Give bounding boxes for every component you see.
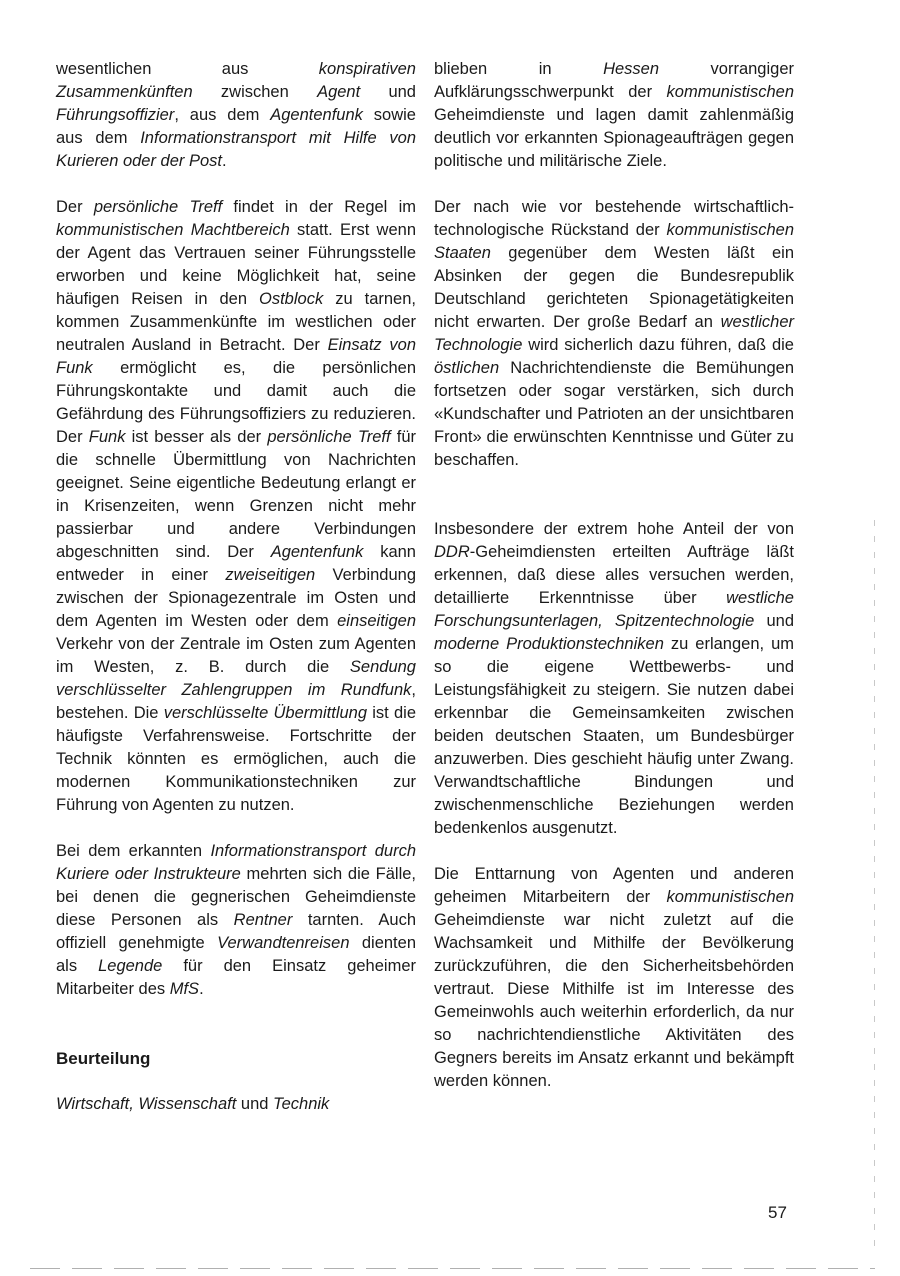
italic-text-run: persönliche Treff bbox=[267, 428, 391, 446]
text-run: zu erlangen, um so die eigene Wettbewerbs- und Leistungsfähigkeit zu steigern. Sie nutzen dabei erkennbar die Gemeinsamkeiten zwischen beiden deutschen Staaten, um Bundesbürger anzuwerben. Dies geschieht häufig unter Zwang. Verwandtschaftliche Bindungen und zwischenmenschliche Beziehungen werden bedenkenlos ausgenutzt. bbox=[434, 635, 794, 837]
italic-text-run: persönliche Treff bbox=[93, 198, 223, 216]
text-run: . bbox=[222, 152, 227, 170]
text-run: für den Einsatz geheimer Mitarbeiter des bbox=[56, 957, 416, 998]
text-run: und bbox=[236, 1095, 274, 1113]
italic-text-run: kommunistischen bbox=[666, 888, 794, 906]
text-run: Der bbox=[56, 198, 94, 216]
text-run: Die Enttarnung von Agenten und anderen geheimen Mitarbeitern der bbox=[434, 865, 794, 906]
text-run: Bei dem erkannten bbox=[56, 842, 211, 860]
text-run: zwischen bbox=[192, 83, 318, 101]
italic-text-run: Einsatz von Funk bbox=[56, 336, 417, 377]
paragraph-right-2 bbox=[434, 196, 794, 472]
text-run: ermöglicht es, die persönlichen Führungskontakte und damit auch die Gefährdung des Führungsoffiziers zu reduzieren. Der bbox=[56, 359, 416, 446]
text-run: Geheimdienste und lagen damit zahlenmäßig deutlich vor erkannten Spionageaufträgen gegen politische und militärische Ziele. bbox=[434, 106, 794, 170]
italic-text-run: Agentenfunk bbox=[270, 106, 363, 124]
italic-text-run: kommunistischen Machtbereich bbox=[56, 221, 290, 239]
text-run: dienten als bbox=[56, 934, 416, 975]
italic-text-run: Hessen bbox=[603, 60, 660, 78]
right-column bbox=[434, 58, 794, 1093]
text-run: für die schnelle Übermittlung von Nachrichten geeignet. Seine eigentliche Bedeutung erlangt er in Krisenzeiten, wenn Grenzen nicht mehr passierbar und andere Verbindungen abgeschnitten sind. Der bbox=[56, 428, 417, 561]
text-run: Insbesondere der extrem hohe Anteil der von bbox=[434, 520, 794, 538]
text-run: zu tarnen, kommen Zusammenkünfte im westlichen oder neutralen Ausland in Betracht. Der bbox=[56, 290, 416, 354]
italic-text-run: zweiseitigen bbox=[225, 566, 316, 584]
text-run: Verbindung zwischen der Spionagezentrale im Osten und dem Agenten im Westen oder dem bbox=[56, 566, 416, 630]
paragraph-right-3 bbox=[434, 518, 794, 840]
section-heading: Beurteilung bbox=[56, 1049, 151, 1068]
italic-text-run: Informationstransport mit Hilfe von Kurieren oder der Post bbox=[56, 129, 416, 170]
paragraph-left-2 bbox=[56, 196, 416, 817]
text-run: tarnten. Auch offiziell genehmigte bbox=[56, 911, 416, 952]
left-column bbox=[56, 58, 416, 1116]
text-run: , bestehen. Die bbox=[56, 681, 416, 722]
text-run: Der nach wie vor bestehende wirtschaftlich-technologische Rückstand der bbox=[434, 198, 794, 239]
paragraph-left-3 bbox=[56, 840, 416, 1001]
text-run: ist die häufigste Verfahrensweise. Fortschritte der Technik könnten es ermöglichen, auch die modernen Kommunikationstechniken zur Führung von Agenten zu nutzen. bbox=[56, 704, 416, 814]
italic-text-run: Informationstransport durch Kuriere oder Instrukteure bbox=[56, 842, 417, 883]
text-run: , aus dem bbox=[174, 106, 271, 124]
text-run: . bbox=[199, 980, 204, 998]
paragraph-left-1 bbox=[56, 58, 416, 173]
italic-text-run: westlicher Technologie bbox=[434, 313, 794, 354]
scan-artifact-edge bbox=[874, 520, 875, 1250]
text-run: statt. Erst wenn der Agent das Vertrauen seiner Führungsstelle erworben und keine Möglichkeit hat, seine häufigen Reisen in den bbox=[56, 221, 416, 308]
text-run: Nachrichtendienste die Bemühungen fortsetzen oder sogar verstärken, sich durch «Kundschafter und Patrioten an der unsichtbaren Front» die erwünschten Kenntnisse und Güter zu beschaffen. bbox=[434, 359, 794, 469]
page-number: 57 bbox=[768, 1203, 787, 1222]
italic-text-run: Ostblock bbox=[259, 290, 324, 308]
text-run: und bbox=[754, 612, 794, 630]
italic-text-run: Agentenfunk bbox=[270, 543, 364, 561]
text-run: findet in der Regel im bbox=[222, 198, 417, 216]
italic-text-run: östlichen bbox=[434, 359, 500, 377]
text-run: blieben in bbox=[434, 60, 604, 78]
italic-text-run: Führungsoffizier bbox=[56, 106, 175, 124]
italic-text-run: DDR bbox=[434, 543, 470, 561]
text-run: mehrten sich die Fälle, bei denen die gegnerischen Geheimdienste diese Personen als bbox=[56, 865, 416, 929]
italic-text-run: Wirtschaft, Wissenschaft bbox=[56, 1095, 237, 1113]
italic-text-run: kommunistischen Staaten bbox=[434, 221, 794, 262]
text-run: wird sicherlich dazu führen, daß die bbox=[522, 336, 794, 354]
italic-text-run: Technik bbox=[273, 1095, 330, 1113]
italic-text-run: Rentner bbox=[233, 911, 293, 929]
text-run: wesentlichen aus bbox=[56, 60, 319, 78]
italic-text-run: Funk bbox=[88, 428, 126, 446]
text-run: ist besser als der bbox=[125, 428, 268, 446]
italic-text-run: kommunistischen bbox=[666, 83, 794, 101]
italic-text-run: moderne Produktionstechniken bbox=[434, 635, 664, 653]
text-run: Verkehr von der Zentrale im Osten zum Agenten im Westen, z. B. durch die bbox=[56, 635, 416, 676]
italic-text-run: westliche Forschungsunterlagen, Spitzentechnologie bbox=[434, 589, 794, 630]
text-run: kann entweder in einer bbox=[56, 543, 416, 584]
text-run: vorrangiger Aufklärungsschwerpunkt der bbox=[434, 60, 794, 101]
italic-text-run: verschlüsselte Übermittlung bbox=[163, 704, 368, 722]
italic-text-run: MfS bbox=[169, 980, 200, 998]
scan-artifact-line bbox=[30, 1268, 875, 1269]
italic-text-run: Legende bbox=[98, 957, 163, 975]
italic-text-run: konspirativen Zusammenkünften bbox=[56, 60, 416, 101]
text-run: und bbox=[360, 83, 416, 101]
text-run: -Geheimdiensten erteilten Aufträge läßt erkennen, daß diese alles versuchen werden, detaillierte Erkenntnisse über bbox=[434, 543, 794, 607]
italic-text-run: Sendung verschlüsselter Zahlengruppen im Rundfunk bbox=[56, 658, 416, 699]
text-run: sowie aus dem bbox=[56, 106, 416, 147]
italic-text-run: einseitigen bbox=[337, 612, 416, 630]
paragraph-right-1 bbox=[434, 58, 794, 173]
paragraph-right-4 bbox=[434, 863, 794, 1093]
text-run: Geheimdienste war nicht zuletzt auf die Wachsamkeit und Mithilfe der Bevölkerung zurückzuführen, die den Sicherheitsbehörden vertraut. Diese Mithilfe ist im Interesse des Gemeinwohls auch weiterhin erforderlich, da nur so nachrichtendienstliche Aktivitäten des Gegners bereits im Ansatz erkannt und bekämpft werden können. bbox=[434, 911, 794, 1090]
italic-text-run: Verwandtenreisen bbox=[217, 934, 350, 952]
italic-text-run: Agent bbox=[317, 83, 361, 101]
text-run: gegenüber dem Westen läßt ein Absinken der gegen die Bundesrepublik Deutschland gerichteten Spionagetätigkeiten nicht erwarten. Der große Bedarf an bbox=[434, 244, 794, 331]
paragraph-left-4 bbox=[56, 1093, 416, 1116]
